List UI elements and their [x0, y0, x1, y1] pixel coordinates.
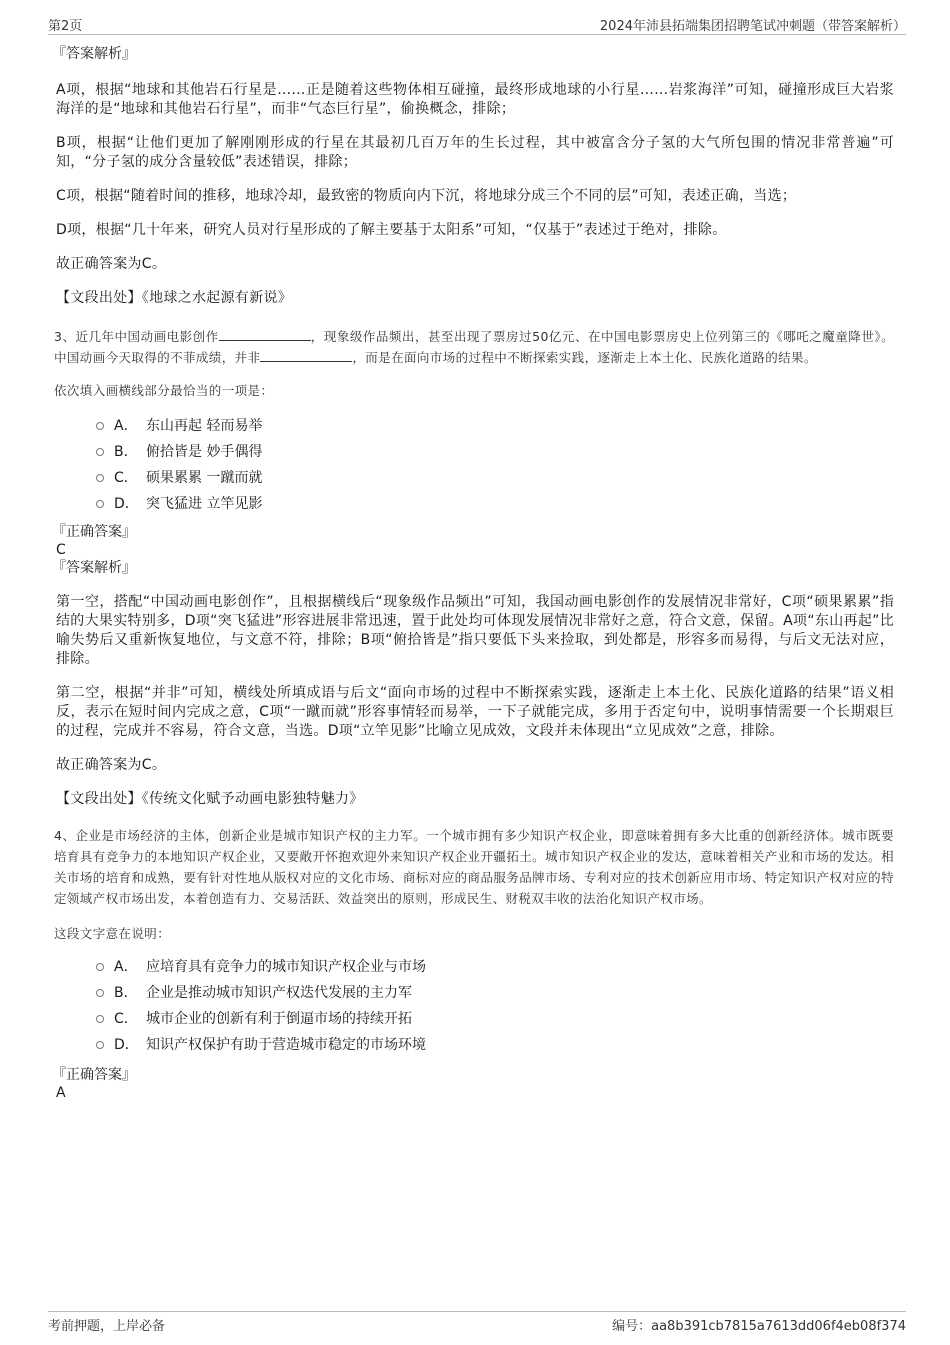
option-a[interactable]: A． 东山再起 轻而易举: [56, 413, 894, 439]
option-d[interactable]: D． 突飞猛进 立竿见影: [56, 491, 894, 517]
analysis-label: 『答案解析』: [52, 46, 136, 62]
analysis-label: 『答案解析』: [52, 560, 136, 576]
option-c[interactable]: C． 硕果累累 一蹴而就: [56, 465, 894, 491]
page-content: [52, 44, 895, 1102]
correct-answer-value: C: [56, 542, 66, 558]
source-citation: 【文段出处】《传统文化赋予动画电影独特魅力》: [56, 791, 364, 807]
option-c[interactable]: C． 城市企业的创新有利于倒逼市场的持续开拓: [56, 1006, 894, 1032]
analysis-paragraph-c: C项，根据“随着时间的推移，地球冷却，最致密的物质向内下沉，将地球分成三个不同的层”可知，表述正确，当选；: [56, 188, 797, 204]
question-3-prompt: 依次填入画横线部分最恰当的一项是：: [54, 383, 274, 398]
footer-slogan: 考前押题，上岸必备: [48, 1319, 166, 1334]
radio-button[interactable]: [96, 422, 104, 430]
document-title: 2024年沛县拓端集团招聘笔试冲刺题（带答案解析）: [599, 19, 906, 34]
correct-answer-statement: 故正确答案为C。: [56, 757, 167, 773]
radio-button[interactable]: [96, 989, 104, 997]
analysis-paragraph-2: 第二空，根据“并非”可知，横线处所填成语与后文“面向市场的过程中不断探索实践，逐渐走上本土化、民族化道路的结果”语义相反，表示在短时间内完成之意，C项“一蹴而就”形容事情轻而易举，一下子就能完成，多用于否定句中，说明事情需要一个长期艰巨的过程，完成并不容易，符合文意，当选。D项“立竿见影”比喻立见成效，文段并未体现出“立见成效”之意，排除。: [56, 685, 894, 739]
radio-button[interactable]: [96, 963, 104, 971]
question-4-options: [56, 954, 894, 1058]
analysis-paragraph-b: B项，根据“让他们更加了解刚刚形成的行星在其最初几百万年的生长过程，其中被富含分子氢的大气所包围的情况非常普遍”可知，“分子氢的成分含量较低”表述错误，排除；: [56, 135, 894, 170]
correct-answer-label: 『正确答案』: [52, 1067, 136, 1083]
radio-button[interactable]: [96, 474, 104, 482]
fill-blank-2: [260, 349, 352, 362]
option-b[interactable]: B． 俯拾皆是 妙手偶得: [56, 439, 894, 465]
correct-answer-label: 『正确答案』: [52, 524, 136, 540]
question-4-text: 4、企业是市场经济的主体，创新企业是城市知识产权的主力军。一个城市拥有多少知识产权企业，即意味着拥有多大比重的创新经济体。城市既要培育具有竞争力的本地知识产权企业，又要敞开怀抱欢迎外来知识产权企业开疆拓土。城市知识产权企业的发达，意味着相关产业和市场的发达。相关市场的培育和成熟，要有针对性地从版权对应的文化市场、商标对应的商品服务品牌市场、专利对应的技术创新应用市场、特定知识产权对应的特定领域产权市场出发，本着创造有力、交易活跃、效益突出的原则，形成民生、财税双丰收的法治化知识产权市场。: [54, 828, 894, 906]
analysis-paragraph-d: D项，根据“几十年来，研究人员对行星形成的了解主要基于太阳系”可知，“仅基于”表述过于绝对，排除。: [56, 222, 727, 238]
analysis-paragraph-1: 第一空，搭配“中国动画电影创作”，且根据横线后“现象级作品频出”可知，我国动画电影创作的发展情况非常好，C项“硕果累累”指结的大果实特别多，D项“突飞猛进”形容进展非常迅速，置于此处均可体现发展情况非常好之意，符合文意，保留。A项“东山再起”比喻失势后又重新恢复地位，与文意不符，排除；B项“俯拾皆是”指只要低下头来捡取，到处都是，形容多而易得，与后文无法对应，排除。: [56, 594, 894, 667]
option-a[interactable]: A． 应培育具有竞争力的城市知识产权企业与市场: [56, 954, 894, 980]
correct-answer-value: A: [56, 1085, 66, 1101]
option-b[interactable]: B． 企业是推动城市知识产权迭代发展的主力军: [56, 980, 894, 1006]
radio-button[interactable]: [96, 500, 104, 508]
analysis-paragraph-a: A项，根据“地球和其他岩石行星是……正是随着这些物体相互碰撞，最终形成地球的小行星……岩浆海洋”可知，碰撞形成巨大岩浆海洋的是“地球和其他岩石行星”，而非“气态巨行星”，偷换概念，排除；: [56, 82, 894, 117]
option-d[interactable]: D． 知识产权保护有助于营造城市稳定的市场环境: [56, 1032, 894, 1058]
radio-button[interactable]: [96, 1015, 104, 1023]
correct-answer-statement: 故正确答案为C。: [56, 256, 167, 272]
fill-blank-1: [219, 328, 311, 341]
source-citation: 【文段出处】《地球之水起源有新说》: [56, 290, 293, 306]
document-id: 编号：aa8b391cb7815a7613dd06f4eb08f374: [612, 1319, 906, 1334]
page-number: 第2页: [48, 19, 83, 34]
page-header: [48, 14, 906, 35]
question-3-text: 3、近几年中国动画电影创作 ，现象级作品频出，甚至出现了票房过50亿元、在中国电影票房史上位列第三的《哪吒之魔童降世》。中国动画今天取得的不菲成绩，并非 ，而是在面向市场的过程中不断探索实践，逐渐走上本土化、民族化道路的结果。: [54, 329, 895, 365]
question-3-options: [56, 413, 894, 517]
radio-button[interactable]: [96, 1041, 104, 1049]
radio-button[interactable]: [96, 448, 104, 456]
page-footer: [48, 1311, 906, 1334]
question-4-prompt: 这段文字意在说明：: [54, 926, 171, 941]
